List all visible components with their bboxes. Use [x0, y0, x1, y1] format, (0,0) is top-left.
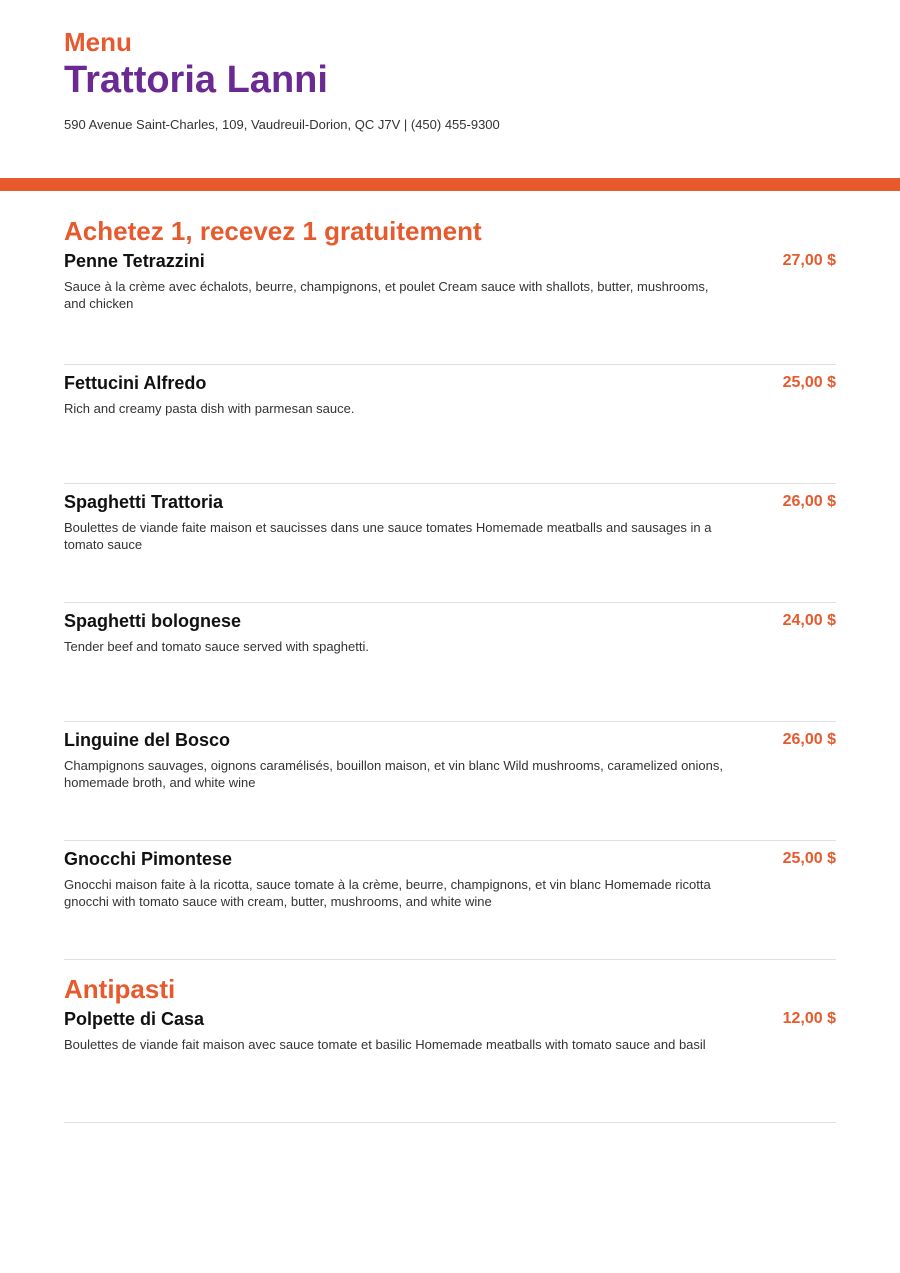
item-price: 12,00 $ — [782, 1010, 836, 1027]
menu-label: Menu — [64, 27, 132, 57]
item-name: Penne Tetrazzini — [64, 251, 205, 271]
menu-header — [0, 0, 900, 150]
item-description: Rich and creamy pasta dish with parmesan sauce. — [64, 401, 355, 416]
menu-item — [64, 246, 836, 365]
item-name: Linguine del Bosco — [64, 730, 231, 750]
item-price: 26,00 $ — [782, 493, 836, 510]
item-price: 26,00 $ — [782, 731, 836, 748]
item-description: Champignons sauvages, oignons caramélisés, bouillon maison, et vin blanc Wild mushrooms, caramelized onions, homemade broth, and white wine — [64, 758, 723, 790]
menu-item — [64, 365, 836, 484]
menu-section — [64, 974, 836, 1123]
header-divider-bar — [0, 178, 900, 191]
item-name: Fettucini Alfredo — [64, 373, 207, 393]
item-description: Sauce à la crème avec échalots, beurre, champignons, et poulet Cream sauce with shallots, butter, mushrooms, and chicken — [64, 279, 709, 311]
menu-item — [64, 1004, 836, 1123]
menu-item — [64, 603, 836, 722]
item-price: 27,00 $ — [782, 252, 836, 269]
section-title: Antipasti — [64, 974, 176, 1004]
menu-item — [64, 484, 836, 603]
item-description: Tender beef and tomato sauce served with spaghetti. — [64, 639, 369, 654]
restaurant-name: Trattoria Lanni — [64, 59, 328, 101]
item-name: Spaghetti bolognese — [64, 611, 242, 631]
menu-item — [64, 722, 836, 841]
section-title: Achetez 1, recevez 1 gratuitement — [64, 216, 482, 246]
menu-item — [64, 841, 836, 960]
menu-section — [64, 216, 836, 960]
item-description: Gnocchi maison faite à la ricotta, sauce tomate à la crème, beurre, champignons, et vin blanc Homemade ricotta gnocchi with tomato sauce with cream, butter, mushrooms, and white wine — [64, 877, 711, 909]
item-name: Polpette di Casa — [64, 1009, 205, 1029]
restaurant-address: 590 Avenue Saint-Charles, 109, Vaudreuil-Dorion, QC J7V | (450) 455-9300 — [64, 117, 500, 132]
menu-content — [64, 216, 836, 1123]
item-price: 24,00 $ — [782, 612, 836, 629]
item-name: Spaghetti Trattoria — [64, 492, 224, 512]
item-price: 25,00 $ — [782, 850, 836, 867]
item-price: 25,00 $ — [782, 374, 836, 391]
item-description: Boulettes de viande fait maison avec sauce tomate et basilic Homemade meatballs with tomato sauce and basil — [64, 1037, 706, 1052]
item-description: Boulettes de viande faite maison et saucisses dans une sauce tomates Homemade meatballs and sausages in a tomato sauce — [64, 520, 712, 552]
item-name: Gnocchi Pimontese — [64, 849, 233, 869]
